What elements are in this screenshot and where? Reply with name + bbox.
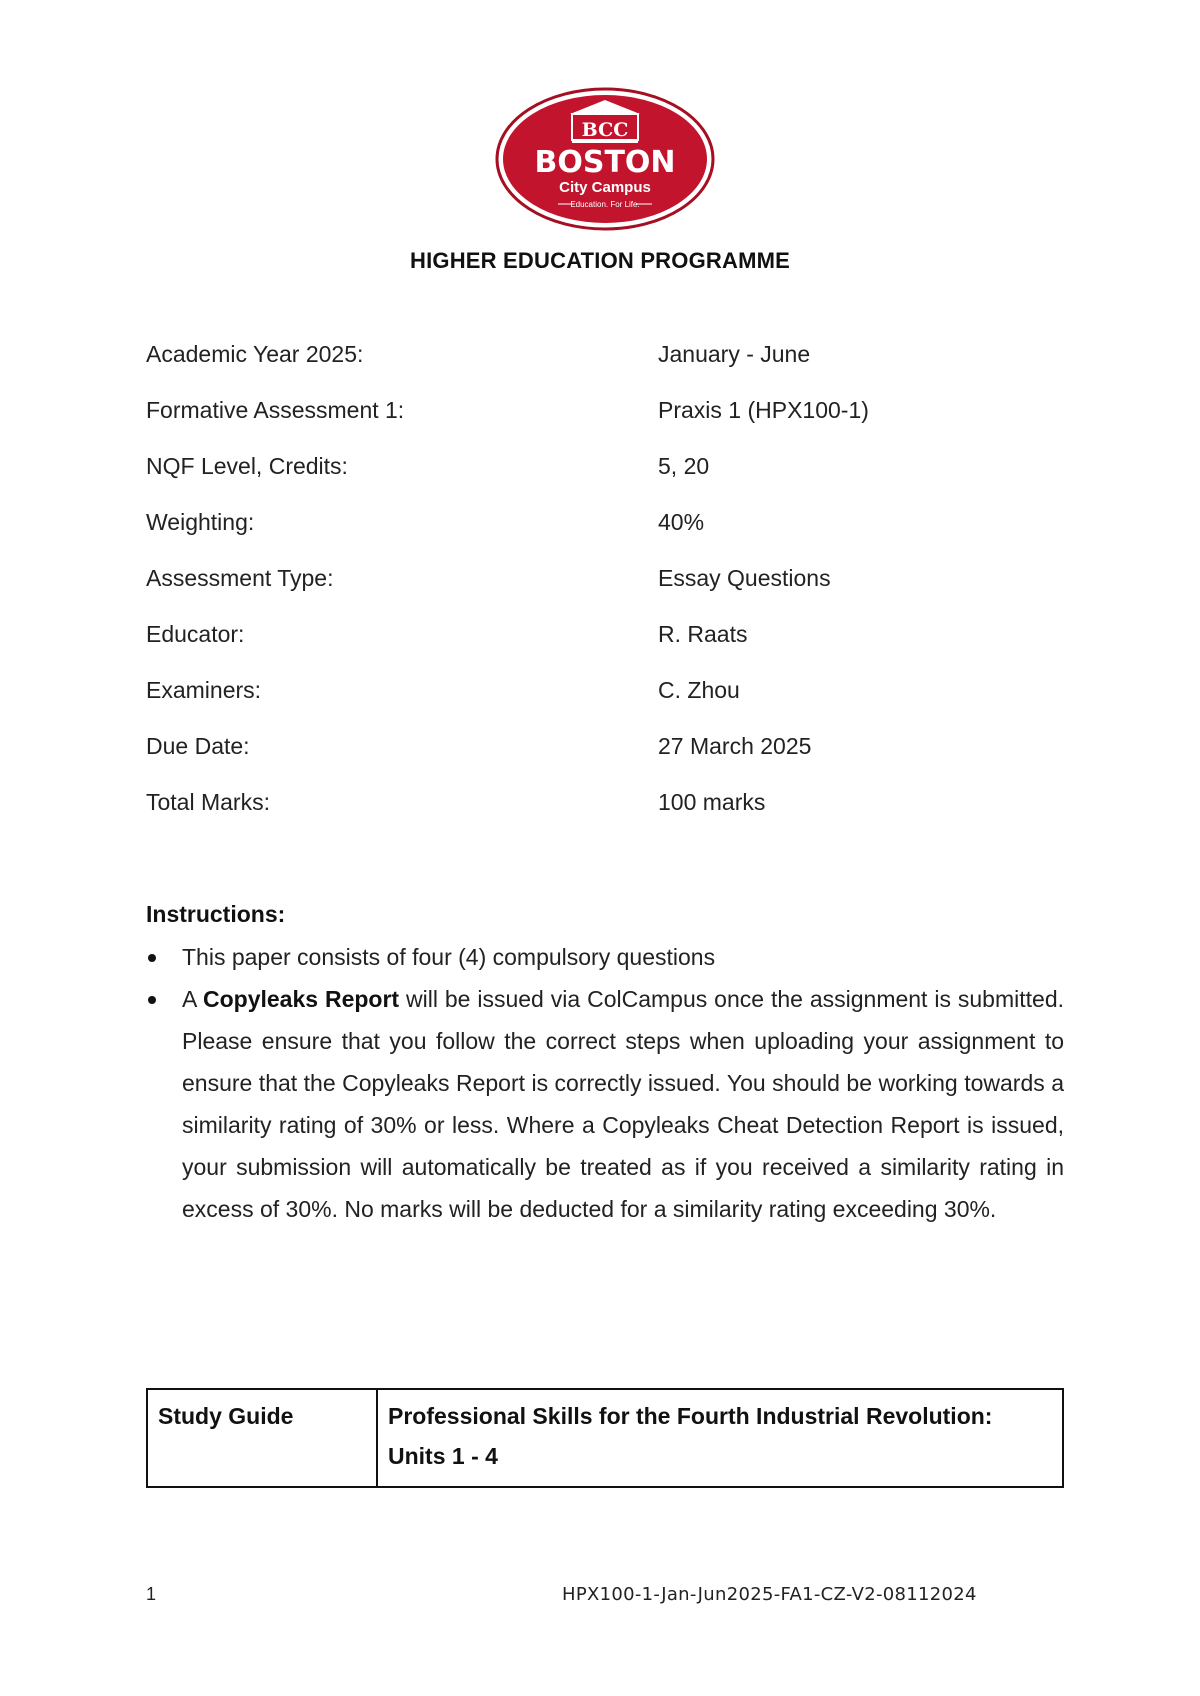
programme-heading: HIGHER EDUCATION PROGRAMME — [409, 248, 791, 273]
instruction-text: This paper consists of four (4) compulsory questions — [182, 944, 716, 970]
info-value: R. Raats — [658, 621, 748, 647]
logo-tagline: Education. For Life. — [570, 200, 640, 209]
study-guide-title: Professional Skills for the Fourth Industrial Revolution: — [388, 1403, 993, 1429]
study-guide-label: Study Guide — [147, 1389, 377, 1487]
instructions-list — [146, 936, 1064, 1230]
info-label: Total Marks: — [146, 789, 270, 815]
info-label: Due Date: — [146, 733, 250, 759]
info-value: 100 marks — [658, 789, 766, 815]
info-label: NQF Level, Credits: — [146, 453, 348, 479]
info-row — [146, 672, 1066, 728]
info-row — [146, 560, 1066, 616]
instruction-text: will be issued via ColCampus once the assignment is submitted. Please ensure that you follow the correct steps when uploading your assignment to ensure that the Copyleaks Report is correctly issued. You should be working towards a similarity rating of 30% or less. Where a Copyleaks Cheat Detection Report is issued, your submission will automatically be treated as if you received a similarity rating in excess of 30%. No marks will be deducted for a similarity rating exceeding 30%. — [182, 986, 1064, 1222]
instruction-text-prefix: A — [182, 986, 203, 1012]
info-row — [146, 784, 1066, 840]
instructions-title: Instructions: — [146, 901, 286, 927]
info-label: Educator: — [146, 621, 245, 647]
info-row — [146, 448, 1066, 504]
page-number: 1 — [146, 1584, 157, 1604]
info-value: C. Zhou — [658, 677, 740, 703]
info-label: Weighting: — [146, 509, 255, 535]
list-item — [146, 978, 1064, 1230]
info-row — [146, 392, 1066, 448]
info-value: January - June — [658, 341, 811, 367]
study-guide-value — [377, 1389, 1063, 1487]
info-value: 5, 20 — [658, 453, 710, 479]
bullet-icon — [148, 954, 156, 962]
info-label: Academic Year 2025: — [146, 341, 364, 367]
info-label: Examiners: — [146, 677, 262, 703]
document-code: HPX100-1-Jan-Jun2025-FA1-CZ-V2-08112024 — [562, 1584, 977, 1605]
info-value: Praxis 1 (HPX100-1) — [658, 397, 869, 423]
info-row — [146, 616, 1066, 672]
bullet-icon — [148, 996, 156, 1004]
info-value: 27 March 2025 — [658, 733, 812, 759]
study-guide-table — [146, 1388, 1064, 1488]
logo-subtitle: City Campus — [559, 179, 651, 196]
study-guide-units: Units 1 - 4 — [388, 1443, 498, 1469]
boston-city-campus-logo — [494, 86, 716, 232]
logo-name: BOSTON — [534, 145, 676, 180]
info-row — [146, 504, 1066, 560]
table-row — [147, 1389, 1063, 1487]
info-label: Formative Assessment 1: — [146, 397, 405, 423]
instructions-section — [146, 896, 1064, 1230]
logo-monogram: BCC — [581, 119, 629, 141]
info-row — [146, 728, 1066, 784]
info-row — [146, 336, 1066, 392]
info-value: 40% — [658, 509, 705, 535]
assessment-info — [146, 336, 1066, 840]
copyleaks-report-term: Copyleaks Report — [203, 986, 400, 1012]
info-label: Assessment Type: — [146, 565, 334, 591]
info-value: Essay Questions — [658, 565, 831, 591]
list-item — [146, 936, 1064, 978]
